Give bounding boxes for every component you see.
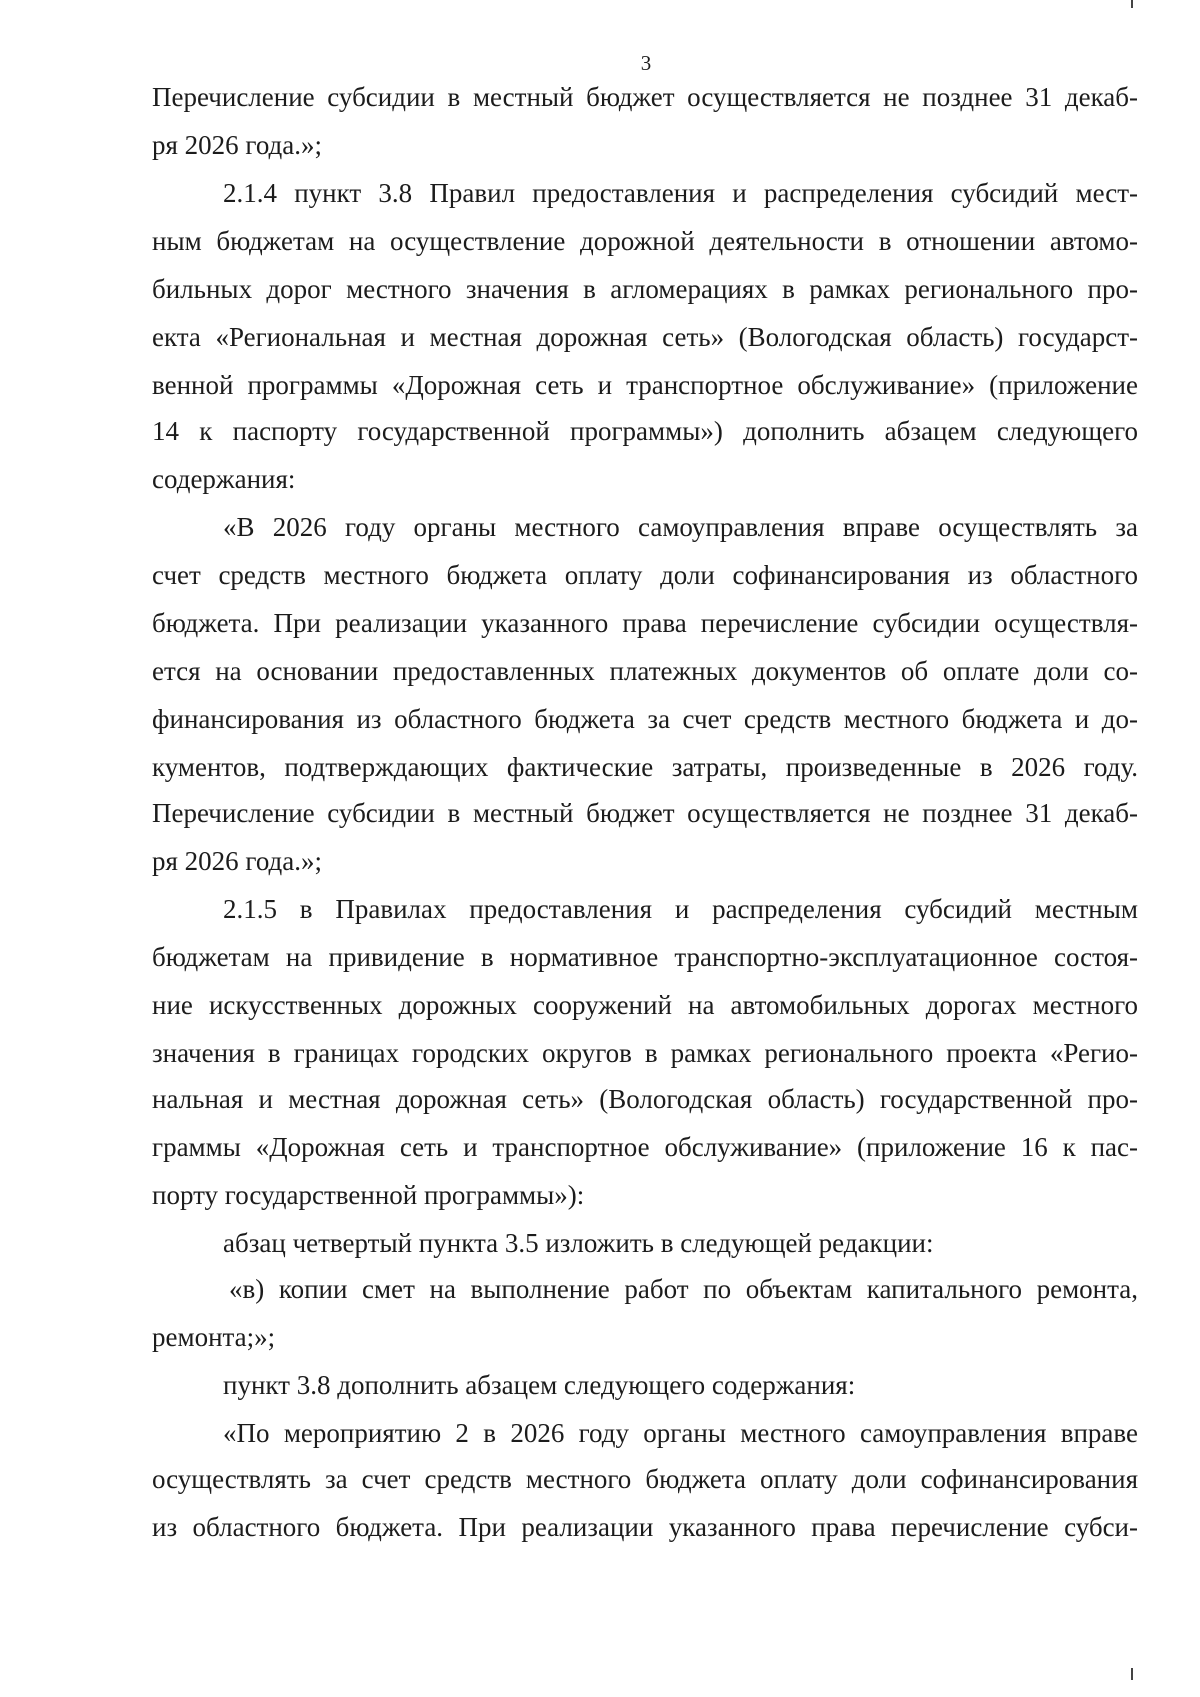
text-line: ным бюджетам на осуществление дорожной деятельности в отношении автомо-	[152, 226, 1138, 256]
text-line: из областного бюджета. При реализации указанного права перечисление субси-	[152, 1512, 1138, 1542]
text-line: пункт 3.8 дополнить абзацем следующего содержания:	[223, 1370, 856, 1400]
text-line: «в) копии смет на выполнение работ по объектам капитального ремонта,	[229, 1274, 1138, 1304]
text-line: бюджетам на привидение в нормативное транспортно-эксплуатационное состоя-	[152, 942, 1138, 972]
text-line: содержания:	[152, 464, 296, 494]
text-line: нальная и местная дорожная сеть» (Вологодская область) государственной про-	[152, 1084, 1138, 1114]
text-line: ние искусственных дорожных сооружений на автомобильных дорогах местного	[152, 990, 1138, 1020]
text-line: екта «Региональная и местная дорожная сеть» (Вологодская область) государст-	[152, 322, 1138, 352]
scan-mark	[1131, 0, 1133, 8]
text-line: счет средств местного бюджета оплату доли софинансирования из областного	[152, 560, 1138, 590]
text-line: бильных дорог местного значения в агломерациях в рамках регионального про-	[152, 274, 1138, 304]
scan-mark	[1131, 1668, 1133, 1680]
text-line: ря 2026 года.»;	[152, 846, 323, 876]
text-line: бюджета. При реализации указанного права перечисление субсидии осуществля-	[152, 608, 1138, 638]
text-line: «По мероприятию 2 в 2026 году органы местного самоуправления вправе	[223, 1418, 1138, 1448]
text-line: граммы «Дорожная сеть и транспортное обслуживание» (приложение 16 к пас-	[152, 1132, 1138, 1162]
text-line: 14 к паспорту государственной программы») дополнить абзацем следующего	[152, 416, 1138, 446]
text-line: ремонта;»;	[152, 1322, 276, 1352]
text-line: финансирования из областного бюджета за счет средств местного бюджета и до-	[152, 704, 1138, 734]
text-line: 2.1.4 пункт 3.8 Правил предоставления и распределения субсидий мест-	[223, 178, 1138, 208]
text-line: 2.1.5 в Правилах предоставления и распределения субсидий местным	[223, 894, 1138, 924]
text-line: Перечисление субсидии в местный бюджет осуществляется не позднее 31 декаб-	[152, 798, 1138, 828]
text-line: значения в границах городских округов в рамках регионального проекта «Регио-	[152, 1038, 1138, 1068]
text-line: порту государственной программы»):	[152, 1180, 585, 1210]
text-line: венной программы «Дорожная сеть и транспортное обслуживание» (приложение	[152, 370, 1138, 400]
page-number: 3	[640, 51, 652, 75]
text-line: «В 2026 году органы местного самоуправления вправе осуществлять за	[223, 512, 1138, 542]
text-line: Перечисление субсидии в местный бюджет осуществляется не позднее 31 декаб-	[152, 82, 1138, 112]
text-line: ря 2026 года.»;	[152, 130, 323, 160]
text-line: кументов, подтверждающих фактические затраты, произведенные в 2026 году.	[152, 752, 1138, 782]
text-line: ется на основании предоставленных платежных документов об оплате доли со-	[152, 656, 1138, 686]
text-line: абзац четвертый пункта 3.5 изложить в следующей редакции:	[223, 1228, 934, 1258]
text-line: осуществлять за счет средств местного бюджета оплату доли софинансирования	[152, 1464, 1138, 1494]
